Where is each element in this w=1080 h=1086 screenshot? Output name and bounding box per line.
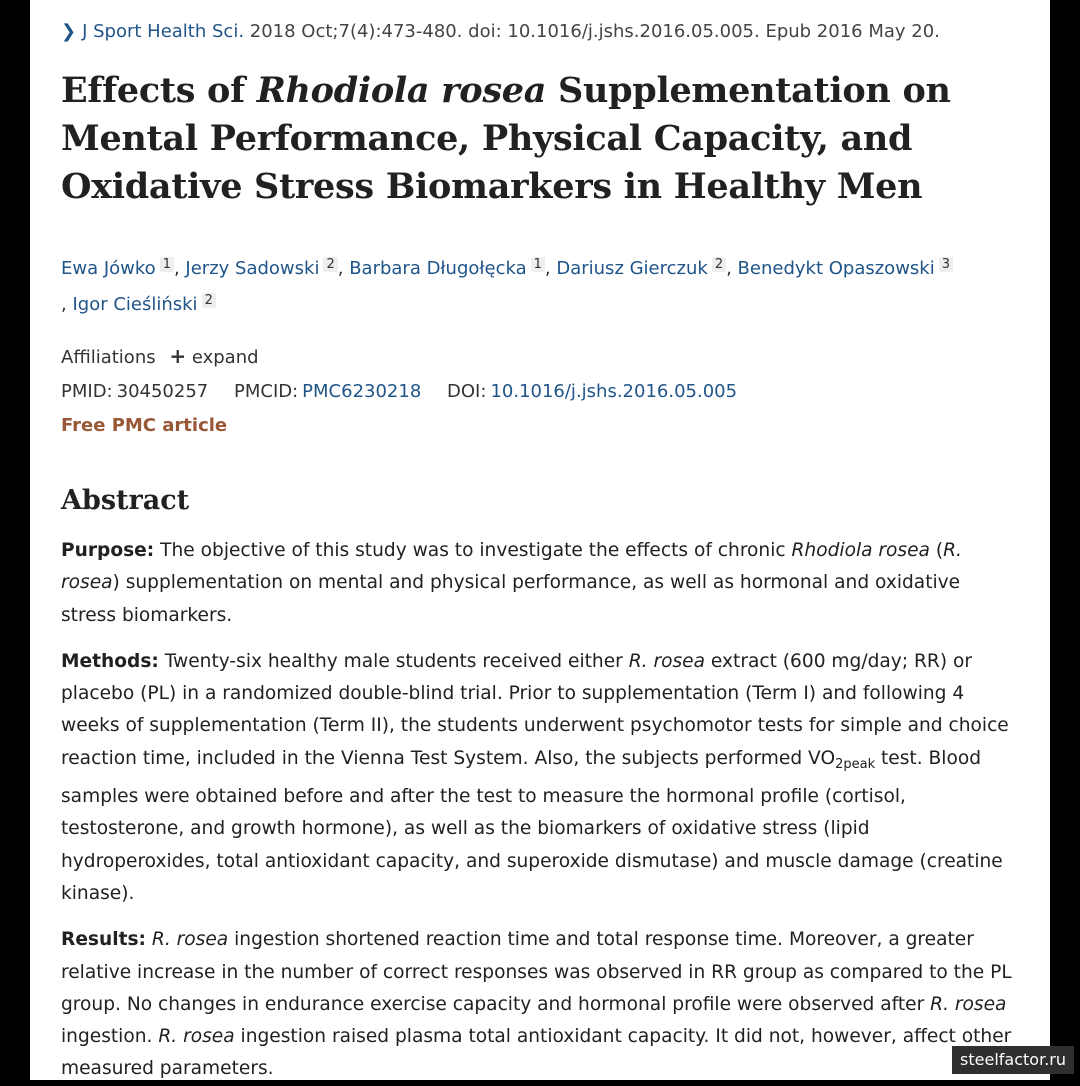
citation-details: 2018 Oct;7(4):473-480. doi: 10.1016/j.jshs.2016.05.005. Epub 2016 May 20. <box>250 21 940 42</box>
chevron-right-icon[interactable]: ❯ <box>61 21 76 42</box>
affiliation-ref[interactable]: 2 <box>712 257 726 272</box>
author-link[interactable]: Barbara Długołęcka <box>349 258 526 279</box>
affiliation-ref[interactable]: 2 <box>323 257 337 272</box>
pmid-value: 30450257 <box>117 381 209 402</box>
abstract-results: Results: R. rosea ingestion shortened reaction time and total response time. Moreover, a greater relative increase in the number of correct responses was observed in RR group as compared to the PL group. No changes in endurance exercise capacity and hormonal profile were observed after R. rosea ingestion. R. rosea ingestion raised plasma total antioxidant capacity. It did not, however, affect other measured parameters. <box>61 924 1021 1085</box>
article-title: Effects of Rhodiola rosea Supplementation on Mental Performance, Physical Capacity, and Oxidative Stress Biomarkers in Healthy Men <box>61 67 1030 211</box>
identifier-line <box>61 375 1030 409</box>
affiliation-ref[interactable]: 2 <box>202 293 216 308</box>
citation-line <box>61 18 1030 46</box>
affiliations-label: Affiliations <box>61 347 156 368</box>
journal-link[interactable]: J Sport Health Sci. <box>82 21 244 42</box>
affiliation-ref[interactable]: 1 <box>531 257 545 272</box>
title-species: Rhodiola rosea <box>257 70 546 111</box>
author-link[interactable]: Ewa Jówko <box>61 258 156 279</box>
free-pmc-article-badge[interactable]: Free PMC article <box>61 411 1030 441</box>
abstract-purpose: Purpose: The objective of this study was to investigate the effects of chronic Rhodiola rosea (R. rosea) supplementation on mental and physical performance, as well as hormonal and oxidative stress biomarkers. <box>61 535 1021 632</box>
abstract-methods: Methods: Twenty-six healthy male students received either R. rosea extract (600 mg/day; RR) or placebo (PL) in a randomized double-blind trial. Prior to supplementation (Term I) and following 4 weeks of supplementation (Term II), the students underwent psychomotor tests for simple and choice reaction time, included in the Vienna Test System. Also, the subjects performed $VO_{2peak}$ test. Blood samples were obtained before and after the test to measure the hormonal profile (cortisol, testosterone, and growth hormone), as well as the biomarkers of oxidative stress (lipid hydroperoxides, total antioxidant capacity, and superoxide dismutase) and muscle damage (creatine kinase). <box>61 646 1021 910</box>
author-list: Ewa Jówko $^1$ , Jerzy Sadowski $^2$ , Barbara Długołęcka $^1$ , Dariusz Gierczuk $^2$ , Benedykt Opaszowski $^3$ , Igor Cieśliński $^2$ <box>61 249 1011 321</box>
author-link[interactable]: Jerzy Sadowski <box>185 258 319 279</box>
author-link[interactable]: Igor Cieśliński <box>72 294 197 315</box>
site-watermark: steelfactor.ru <box>952 1046 1074 1074</box>
affiliation-ref[interactable]: 1 <box>160 257 174 272</box>
plus-icon[interactable]: + <box>169 344 186 368</box>
author-link[interactable]: Benedykt Opaszowski <box>738 258 935 279</box>
affiliation-ref[interactable]: 3 <box>939 257 953 272</box>
doi-link[interactable]: 10.1016/j.jshs.2016.05.005 <box>490 381 737 402</box>
abstract-heading: Abstract <box>61 481 1030 521</box>
pmcid-link[interactable]: PMC6230218 <box>302 381 421 402</box>
pmcid-label: PMCID: <box>234 381 298 402</box>
expand-label[interactable]: expand <box>192 347 259 368</box>
article-page <box>30 0 1050 1080</box>
pmid-label: PMID: <box>61 381 113 402</box>
author-link[interactable]: Dariusz Gierczuk <box>556 258 707 279</box>
doi-label: DOI: <box>447 381 486 402</box>
affiliations-toggle[interactable] <box>61 341 1030 371</box>
